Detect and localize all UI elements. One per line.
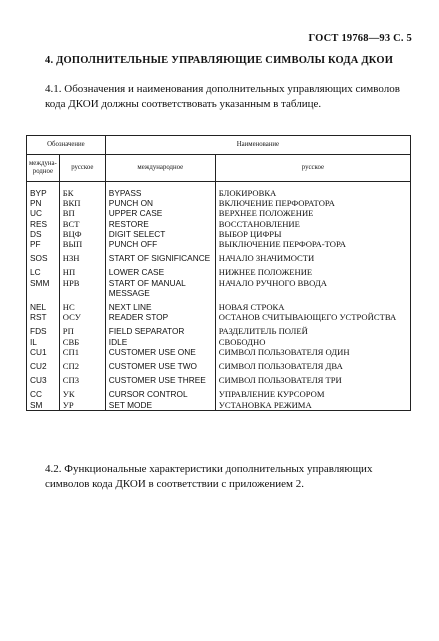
section-title: 4. ДОПОЛНИТЕЛЬНЫЕ УПРАВЛЯЮЩИЕ СИМВОЛЫ КОДА ДКОИ — [45, 55, 394, 66]
paragraph-4-2 — [26, 462, 413, 491]
cell-intl-code: PN — [27, 198, 60, 208]
cell-intl-code: PF — [27, 239, 60, 249]
cell-ru-code: ОСУ — [59, 312, 105, 322]
cell-intl-code: IL — [27, 337, 60, 347]
cell-ru-code: НС — [59, 298, 105, 312]
table-row — [27, 385, 411, 399]
cell-ru-code: ВСТ — [59, 219, 105, 229]
cell-ru-name: СИМВОЛ ПОЛЬЗОВАТЕЛЯ ДВА — [215, 357, 410, 371]
paragraph-4-2-text: 4.2. Функциональные характеристики дополнительных управляющих символов кода ДКОИ в соответствии с приложением 2. — [45, 463, 373, 490]
col-intl-name: международное — [105, 155, 215, 182]
cell-ru-name: СИМВОЛ ПОЛЬЗОВАТЕЛЯ ОДИН — [215, 347, 410, 357]
cell-ru-code: БК — [59, 182, 105, 199]
table-row — [27, 400, 411, 411]
cell-intl-code: RES — [27, 219, 60, 229]
cell-ru-name: ВОССТАНОВЛЕНИЕ — [215, 219, 410, 229]
cell-ru-code: НЗН — [59, 249, 105, 263]
cell-intl-code: SMM — [27, 278, 60, 298]
cell-ru-name: УПРАВЛЕНИЕ КУРСОРОМ — [215, 385, 410, 399]
cell-ru-name: НИЖНЕЕ ПОЛОЖЕНИЕ — [215, 263, 410, 277]
cell-intl-name: START OF MANUAL MESSAGE — [105, 278, 215, 298]
cell-ru-code: СП1 — [59, 347, 105, 357]
table-body — [27, 182, 411, 411]
col-intl-code: междуна-родное — [27, 155, 60, 182]
table-row — [27, 347, 411, 357]
cell-ru-name: ВЫКЛЮЧЕНИЕ ПЕРФОРА-ТОРА — [215, 239, 410, 249]
cell-ru-name: ВКЛЮЧЕНИЕ ПЕРФОРАТОРА — [215, 198, 410, 208]
cell-intl-name: CUSTOMER USE TWO — [105, 357, 215, 371]
cell-intl-name: CUSTOMER USE ONE — [105, 347, 215, 357]
cell-intl-name: START OF SIGNIFICANCE — [105, 249, 215, 263]
header-name: Наименование — [105, 136, 410, 155]
cell-ru-code: СП3 — [59, 371, 105, 385]
table-row — [27, 219, 411, 229]
cell-intl-name: UPPER CASE — [105, 208, 215, 218]
table-row — [27, 208, 411, 218]
cell-intl-code: UC — [27, 208, 60, 218]
paragraph-4-1 — [26, 82, 413, 111]
cell-intl-code: RST — [27, 312, 60, 322]
cell-intl-name: CURSOR CONTROL — [105, 385, 215, 399]
table-row — [27, 371, 411, 385]
cell-ru-code: СП2 — [59, 357, 105, 371]
cell-intl-code: DS — [27, 229, 60, 239]
cell-intl-name: LOWER CASE — [105, 263, 215, 277]
table-row — [27, 198, 411, 208]
cell-ru-code: УР — [59, 400, 105, 411]
control-symbols-table — [26, 135, 411, 411]
cell-intl-name: DIGIT SELECT — [105, 229, 215, 239]
table-row — [27, 278, 411, 298]
cell-intl-name: RESTORE — [105, 219, 215, 229]
cell-intl-code: CU2 — [27, 357, 60, 371]
cell-intl-code: CC — [27, 385, 60, 399]
cell-intl-code: SM — [27, 400, 60, 411]
col-ru-code: русское — [59, 155, 105, 182]
cell-intl-code: SOS — [27, 249, 60, 263]
table-row — [27, 357, 411, 371]
cell-intl-name: CUSTOMER USE THREE — [105, 371, 215, 385]
table-row — [27, 249, 411, 263]
table-row — [27, 312, 411, 322]
cell-ru-code: ВЦФ — [59, 229, 105, 239]
cell-ru-name: НОВАЯ СТРОКА — [215, 298, 410, 312]
cell-intl-name: PUNCH ON — [105, 198, 215, 208]
cell-ru-code: ВП — [59, 208, 105, 218]
cell-intl-name: READER STOP — [105, 312, 215, 322]
paragraph-4-1-text: 4.1. Обозначения и наименования дополнительных управляющих символов кода ДКОИ должны соответствовать указанным в таблице. — [45, 83, 400, 110]
cell-ru-name: СВОБОДНО — [215, 337, 410, 347]
cell-intl-name: PUNCH OFF — [105, 239, 215, 249]
cell-ru-code: УК — [59, 385, 105, 399]
cell-ru-code: РП — [59, 322, 105, 336]
cell-ru-code: НП — [59, 263, 105, 277]
cell-intl-name: NEXT LINE — [105, 298, 215, 312]
cell-ru-code: ВЫП — [59, 239, 105, 249]
cell-ru-name: УСТАНОВКА РЕЖИМА — [215, 400, 410, 411]
cell-ru-code: СВБ — [59, 337, 105, 347]
cell-ru-name: ОСТАНОВ СЧИТЫВАЮЩЕГО УСТРОЙСТВА — [215, 312, 410, 322]
cell-ru-name: РАЗДЕЛИТЕЛЬ ПОЛЕЙ — [215, 322, 410, 336]
cell-intl-code: FDS — [27, 322, 60, 336]
page-header: ГОСТ 19768—93 С. 5 — [308, 33, 412, 44]
cell-ru-name: ВЕРХНЕЕ ПОЛОЖЕНИЕ — [215, 208, 410, 218]
table-row — [27, 298, 411, 312]
cell-intl-code: NEL — [27, 298, 60, 312]
cell-ru-name: НАЧАЛО РУЧНОГО ВВОДА — [215, 278, 410, 298]
table-row — [27, 263, 411, 277]
cell-intl-name: IDLE — [105, 337, 215, 347]
cell-intl-code: CU1 — [27, 347, 60, 357]
cell-intl-name: BYPASS — [105, 182, 215, 199]
cell-ru-code: НРВ — [59, 278, 105, 298]
cell-intl-name: FIELD SEPARATOR — [105, 322, 215, 336]
table-row — [27, 182, 411, 199]
cell-ru-name: БЛОКИРОВКА — [215, 182, 410, 199]
cell-ru-name: НАЧАЛО ЗНАЧИМОСТИ — [215, 249, 410, 263]
col-ru-name: русское — [215, 155, 410, 182]
cell-intl-name: SET MODE — [105, 400, 215, 411]
table-row — [27, 337, 411, 347]
table-row — [27, 322, 411, 336]
cell-intl-code: CU3 — [27, 371, 60, 385]
cell-ru-name: СИМВОЛ ПОЛЬЗОВАТЕЛЯ ТРИ — [215, 371, 410, 385]
table-row — [27, 239, 411, 249]
cell-intl-code: LC — [27, 263, 60, 277]
cell-ru-code: ВКП — [59, 198, 105, 208]
table-row — [27, 229, 411, 239]
header-designation: Обозначение — [27, 136, 106, 155]
cell-intl-code: BYP — [27, 182, 60, 199]
cell-ru-name: ВЫБОР ЦИФРЫ — [215, 229, 410, 239]
